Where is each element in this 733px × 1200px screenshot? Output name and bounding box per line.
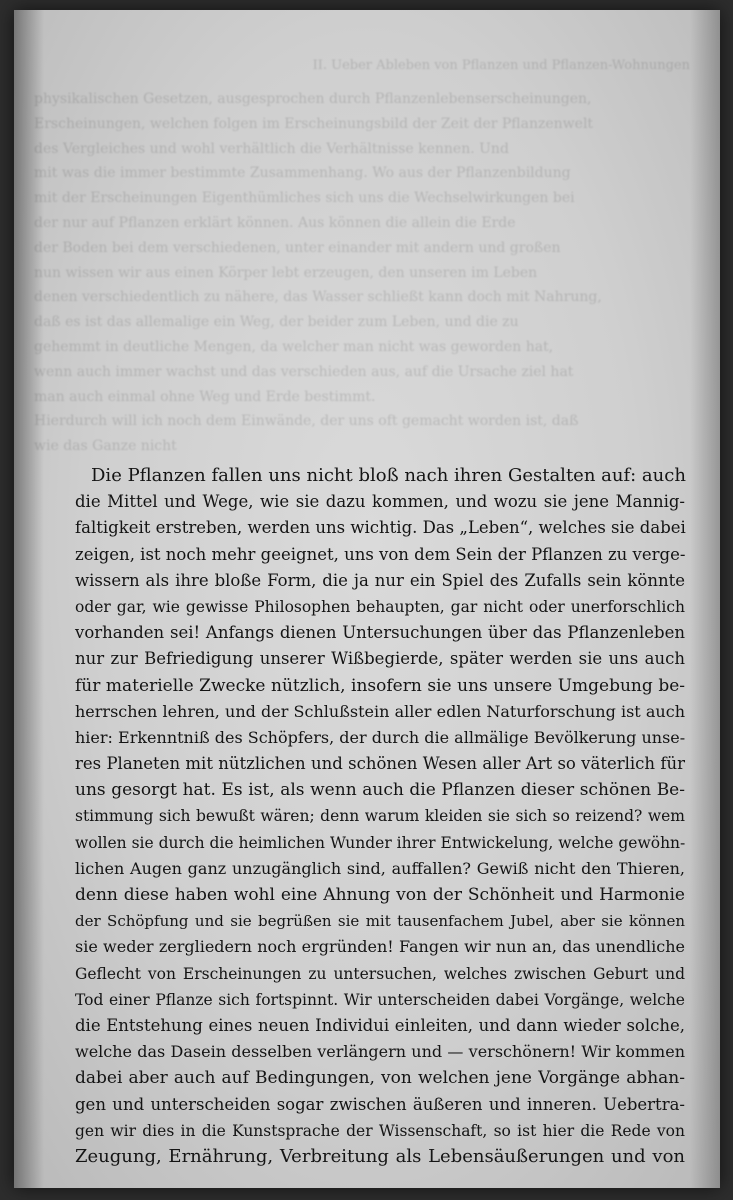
- text-line: wollen sie durch die heimlichen Wunder ihrer Entwickelung, welche gewöhn-: [75, 833, 686, 852]
- text-line: gen und unterscheiden sogar zwischen äußeren und inneren. Uebertra-: [75, 1094, 685, 1114]
- text-line: Geflecht von Erscheinungen zu untersuchen, welches zwischen Geburt und: [75, 964, 685, 983]
- bleed-line: gehemmt in deutliche Mengen, da welcher man nicht was geworden hat,: [34, 338, 554, 355]
- text-line: res Planeten mit nützlichen und schönen Wesen aller Art so väterlich für: [75, 754, 685, 774]
- text-line: uns gesorgt hat. Es ist, als wenn auch die Pflanzen dieser schönen Be-: [75, 780, 685, 801]
- text-line: Die Pflanzen fallen uns nicht bloß nach ihren Gestalten auf: auch: [91, 465, 686, 486]
- text-line: welche das Dasein desselben verlängern und — verschönern! Wir kommen: [75, 1042, 685, 1062]
- book-page: [14, 10, 720, 1188]
- bleed-line: daß es ist das allemalige ein Weg, der beider zum Leben, und die zu: [34, 314, 519, 331]
- bleed-line: der nur auf Pflanzen erklärt können. Aus können die allein die Erde: [34, 214, 516, 231]
- text-line: hier: Erkenntniß des Schöpfers, der durch die allmälige Bevölkerung unse-: [75, 727, 686, 747]
- text-line: vorhanden sei! Anfangs dienen Untersuchungen über das Pflanzenleben: [75, 623, 685, 643]
- text-line: lichen Augen ganz unzugänglich sind, auffallen? Gewiß nicht den Thieren,: [75, 858, 685, 878]
- text-line: Tod einer Pflanze sich fortspinnt. Wir unterscheiden dabei Vorgänge, welche: [75, 990, 685, 1009]
- bleed-line: Hierdurch will ich noch dem Einwände, der uns oft gemacht worden ist, daß: [34, 413, 579, 430]
- bleed-line: wenn auch immer wachst und das verschieden aus, auf die Ursache ziel hat: [34, 363, 574, 380]
- bleed-line: mit der Erscheinungen Eigenthümliches sich uns die Wechselwirkungen bei: [34, 190, 575, 207]
- text-line: gen wir dies in die Kunstsprache der Wissenschaft, so ist hier die Rede von: [75, 1121, 685, 1140]
- text-line: die Entstehung eines neuen Individui einleiten, und dann wieder solche,: [75, 1015, 685, 1035]
- text-line: oder gar, wie gewisse Philosophen behaupten, gar nicht oder unerforschlich: [75, 597, 685, 616]
- bleed-line: wie das Ganze nicht: [34, 438, 177, 455]
- text-line: dabei aber auch auf Bedingungen, von welchen jene Vorgänge abhan-: [75, 1068, 685, 1089]
- text-line: herrschen lehren, und der Schlußstein aller edlen Naturforschung ist auch: [75, 701, 685, 721]
- text-line: sie weder zergliedern noch ergründen! Fangen wir nun an, das unendliche: [75, 937, 685, 957]
- page-shadow-left: [14, 10, 44, 1188]
- text-line: die Mittel und Wege, wie sie dazu kommen, und wozu sie jene Mannig-: [75, 492, 685, 512]
- bleed-line: Erscheinungen, welchen folgen im Erscheinungsbild der Zeit der Pflanzenwelt: [34, 115, 594, 132]
- bleed-line: denen verschiedentlich zu nähere, das Wasser schließt kann doch mit Nahrung,: [34, 289, 602, 306]
- text-line: faltigkeit erstreben, werden uns wichtig. Das „Leben“, welches sie dabei: [75, 518, 686, 538]
- bleed-through-text: [34, 58, 700, 459]
- page-shadow-right: [690, 10, 720, 1188]
- text-line: Zeugung, Ernährung, Verbreitung als Lebensäußerungen und von: [75, 1145, 685, 1167]
- bleed-line: mit was die immer bestimmte Zusammenhang. Wo aus der Pflanzenbildung: [34, 165, 571, 182]
- text-line: der Schöpfung und sie begrüßen sie mit tausenfachem Jubel, aber sie können: [75, 912, 685, 931]
- text-line: denn diese haben wohl eine Ahnung von der Schönheit und Harmonie: [75, 885, 685, 905]
- bleed-line: physikalischen Gesetzen, ausgesprochen durch Pflanzenlebenserscheinungen,: [34, 91, 592, 107]
- text-line: für materielle Zwecke nützlich, insofern sie uns unsere Umgebung be-: [75, 675, 685, 696]
- bleed-line: nun wissen wir aus einen Körper lebt erzeugen, den unseren im Leben: [34, 264, 538, 281]
- text-line: zeigen, ist noch mehr geeignet, uns von dem Sein der Pflanzen zu verge-: [75, 544, 686, 564]
- bleed-line: des Vergleiches und wohl verhältlich die Verhältnisse kennen. Und: [34, 140, 509, 157]
- bleed-through-header: II. Ueber Ableben von Pflanzen und Pflanzen-Wohnungen: [312, 58, 690, 73]
- body-paragraph: [75, 463, 685, 1170]
- bleed-line: der Boden bei dem verschiedenen, unter einander mit andern und großen: [34, 239, 561, 256]
- bleed-line: man auch einmal ohne Weg und Erde bestimmt.: [34, 388, 376, 405]
- text-line: nur zur Befriedigung unserer Wißbegierde, später werden sie uns auch: [75, 649, 685, 669]
- text-line: stimmung sich bewußt wären; denn warum kleiden sie sich so reizend? wem: [75, 807, 685, 826]
- text-line: wissern als ihre bloße Form, die ja nur ein Spiel des Zufalls sein könnte: [75, 570, 685, 590]
